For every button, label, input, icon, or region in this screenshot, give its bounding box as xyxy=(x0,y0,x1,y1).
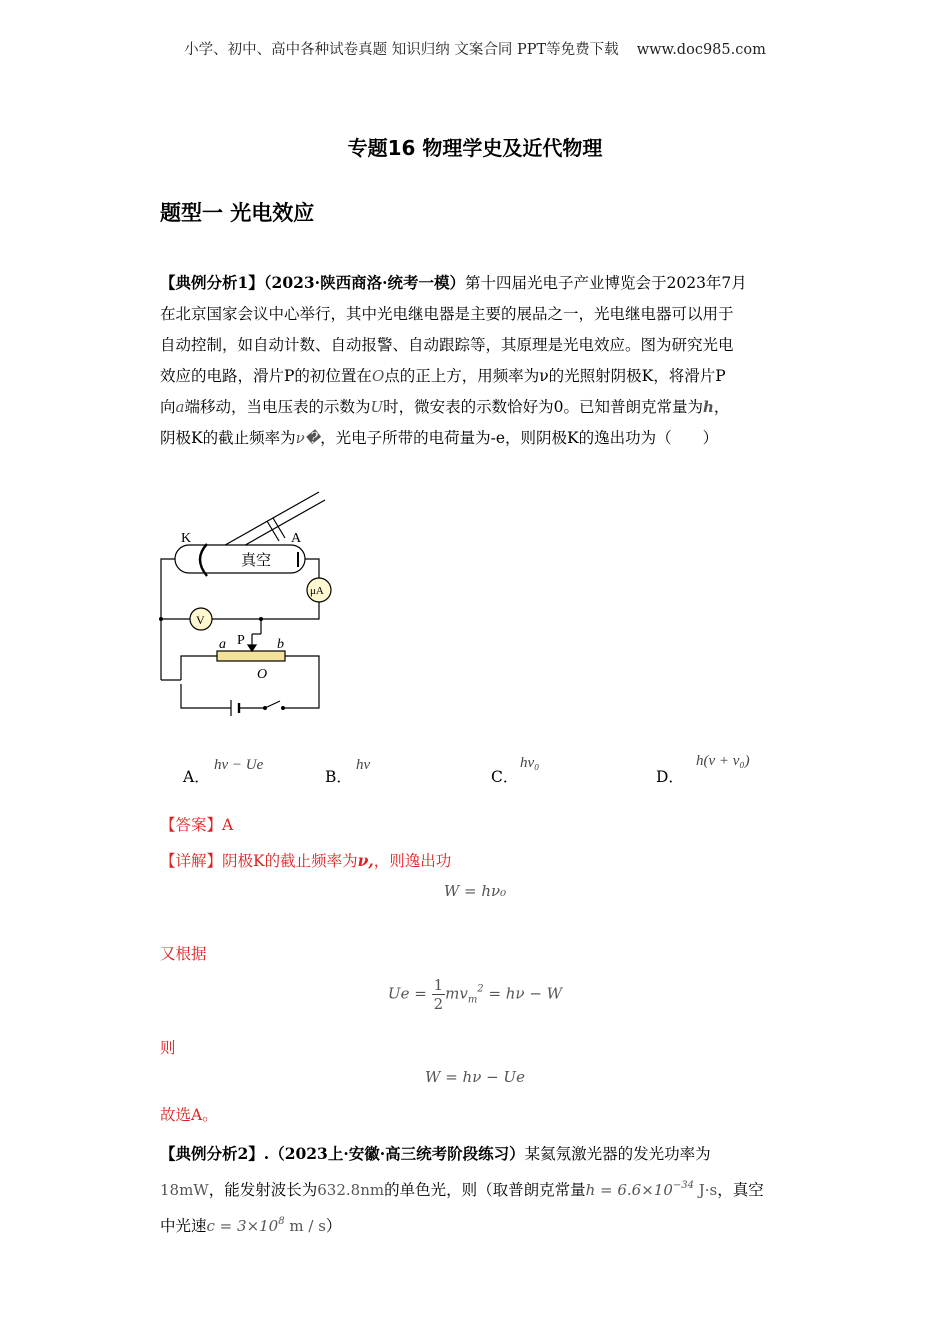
label-vacuum: 真空 xyxy=(241,551,272,569)
label-O: O xyxy=(257,667,268,682)
switch-contact xyxy=(263,706,267,710)
label-A: A xyxy=(291,531,302,546)
wire xyxy=(181,656,217,680)
q1-line: 在北京国家会议中心举行，其中光电继电器是主要的展品之一，光电继电器可以用于 xyxy=(160,305,734,323)
photoelectric-circuit-figure xyxy=(155,488,335,718)
label-b: b xyxy=(277,637,284,652)
conclusion: 故选A。 xyxy=(160,1106,218,1124)
detail-symbol: ν, xyxy=(357,851,374,870)
wire xyxy=(181,684,231,708)
q2-power: 18mW xyxy=(160,1181,209,1199)
junction-dot xyxy=(259,617,263,621)
switch-blade xyxy=(265,701,280,708)
option-b[interactable] xyxy=(325,765,352,787)
q2-planck: h = 6.6×10 xyxy=(585,1181,673,1199)
question-1-text xyxy=(160,267,800,454)
symbol-h: h xyxy=(703,398,714,416)
q2-text: 某氦氖激光器的发光功率为 xyxy=(524,1145,711,1163)
q1-line: 效应的电路，滑片P的初位置在 xyxy=(160,367,372,385)
label-P: P xyxy=(237,633,245,648)
q2-source: （2023上·安徽·高三统考阶段练习） xyxy=(269,1144,525,1163)
option-d-expr: h(ν + ν₀) xyxy=(696,753,750,769)
q1-line: 时，微安表的示数恰好为0。已知普朗克常量为 xyxy=(383,398,704,416)
label-K: K xyxy=(181,531,192,546)
q2-tag: 【典例分析2】. xyxy=(160,1144,270,1163)
q2-planck-exp: −34 xyxy=(672,1180,694,1191)
detail-tag: 【详解】 xyxy=(160,852,223,870)
q2-text: ） xyxy=(325,1217,342,1235)
symbol-nu0: ν� xyxy=(295,429,321,447)
eq2-numerator: 1 xyxy=(433,976,444,994)
q2-text: ，真空 xyxy=(717,1181,764,1199)
option-c[interactable] xyxy=(491,765,518,787)
option-c-expr: hν₀ xyxy=(520,755,540,771)
symbol-U: U xyxy=(370,398,384,416)
option-a-expr: hν − Ue xyxy=(214,757,264,773)
label-microammeter: μA xyxy=(310,585,324,597)
switch-contact xyxy=(281,706,285,710)
detail-line xyxy=(160,845,800,877)
label-voltmeter: V xyxy=(196,613,205,627)
q1-line: 自动控制，如自动计数、自动报警、自动跟踪等，其原理是光电效应。图为研究光电 xyxy=(160,336,734,354)
header-left-text: 小学、初中、高中各种试卷真题 知识归纳 文案合同 PPT等免费下载 xyxy=(184,42,619,58)
q2-light-unit: m / s xyxy=(284,1217,326,1235)
answer: 【答案】A xyxy=(160,816,234,834)
wire xyxy=(285,656,319,708)
q2-planck-unit: J·s xyxy=(693,1181,718,1199)
q1-line: ，光电子所带的电荷量为-e，则阴极K的逸出功为（ ） xyxy=(320,429,719,447)
q2-light-exp: 8 xyxy=(278,1216,285,1227)
q2-wavelength: 632.8nm xyxy=(317,1181,385,1199)
eq2-mv: mv xyxy=(445,984,468,1003)
junction-dot xyxy=(159,617,163,621)
detail-text: 阴极K的截止频率为 xyxy=(222,852,358,870)
option-a[interactable] xyxy=(183,765,210,787)
vacuum-tube xyxy=(175,545,305,573)
option-a-label: A． xyxy=(183,768,210,786)
eq2-fraction xyxy=(432,976,446,1013)
detail-tail: ，则逸出功 xyxy=(373,852,452,870)
q1-line: 向 xyxy=(160,398,176,416)
q1-line: 点的正上方，用频率为ν的光照射阴极K，将滑片P xyxy=(384,367,726,385)
eq2-sup: 2 xyxy=(477,983,484,995)
eq2-sub: m xyxy=(467,994,478,1006)
q1-line: 第十四届光电子产业博览会于2023年7月 xyxy=(464,274,747,292)
option-c-label: C． xyxy=(491,768,519,786)
label-a: a xyxy=(219,637,226,652)
q2-text: 的单色光，则（取普朗克常量 xyxy=(384,1181,586,1199)
again-text: 又根据 xyxy=(160,945,207,963)
q1-tag: 【典例分析1】 xyxy=(160,273,264,292)
header-url[interactable]: www.doc985.com xyxy=(636,42,766,58)
option-b-label: B． xyxy=(325,768,352,786)
rheostat xyxy=(217,651,285,661)
page-title: 专题16 物理学史及近代物理 xyxy=(347,136,603,160)
q2-text: ，能发射波长为 xyxy=(208,1181,318,1199)
wire xyxy=(305,559,319,578)
equation-work-function: W = hν₀ xyxy=(443,882,507,900)
symbol-O: O xyxy=(371,367,385,385)
q2-light-speed: c = 3×10 xyxy=(206,1217,279,1235)
eq2-left: Ue = xyxy=(387,984,427,1003)
q1-line: 阴极K的截止频率为 xyxy=(160,429,296,447)
equation-result: W = hν − Ue xyxy=(425,1068,525,1086)
page-header xyxy=(0,38,950,59)
q2-text: 中光速 xyxy=(160,1217,207,1235)
section-heading: 题型一 光电效应 xyxy=(160,201,315,225)
q1-line: 端移动，当电压表的示数为 xyxy=(184,398,371,416)
slider-arrow xyxy=(248,645,256,651)
option-d[interactable] xyxy=(656,765,684,787)
wire xyxy=(261,602,319,619)
symbol-a: a xyxy=(175,398,185,416)
option-b-expr: hν xyxy=(356,757,371,773)
option-d-label: D． xyxy=(656,768,684,786)
eq2-tail: = hν − W xyxy=(483,984,563,1003)
then-text: 则 xyxy=(160,1039,176,1057)
q1-line: ， xyxy=(713,398,730,416)
eq2-denominator: 2 xyxy=(433,995,444,1013)
equation-energy xyxy=(0,976,950,1013)
question-2-text xyxy=(160,1138,800,1242)
q1-source: （2023·陕西商洛·统考一模） xyxy=(263,273,465,292)
